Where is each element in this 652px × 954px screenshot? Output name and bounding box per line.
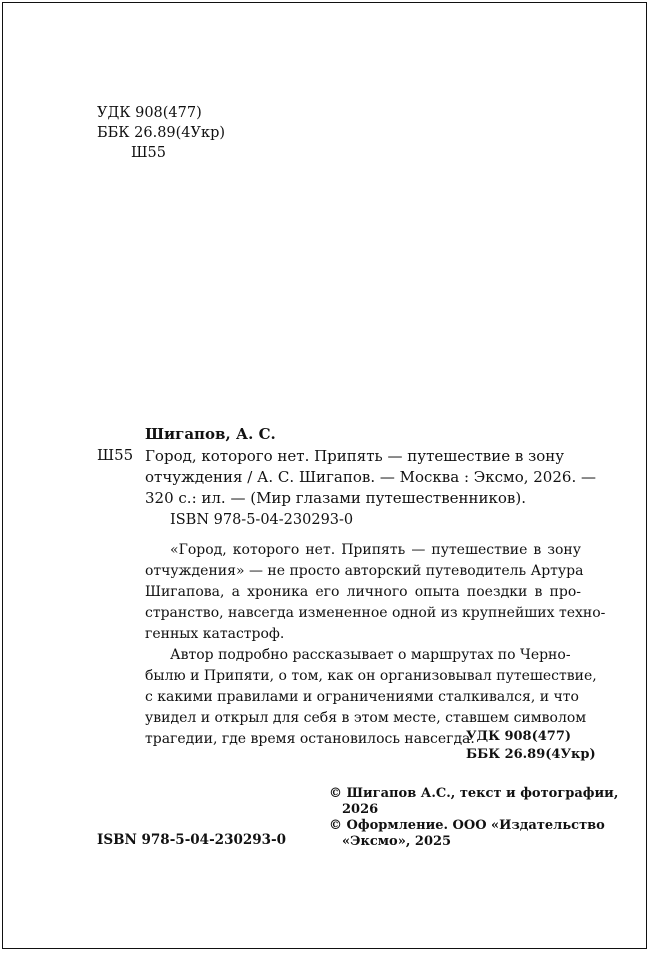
annotation-line: странство, навсегда измененное одной из крупнейших техно- — [145, 605, 606, 621]
udk-code: УДК 908(477) — [97, 105, 202, 121]
annotation-line: былю и Припяти, о том, как он организовывал путешествие, — [145, 668, 597, 684]
bib-line: 320 с.: ил. — (Мир глазами путешественников). — [145, 489, 526, 507]
record-author-mark: Ш55 — [97, 446, 134, 464]
footer-bbk: ББК 26.89(4Укр) — [466, 747, 596, 762]
annotation — [145, 540, 606, 750]
copyright-line: 2026 — [342, 802, 379, 817]
copyright-line: © Шигапов А.С., текст и фотографии, — [329, 786, 619, 801]
bib-line: Город, которого нет. Припять — путешествие в зону — [145, 447, 565, 465]
author-heading: Шигапов, А. С. — [145, 425, 276, 443]
footer-udk: УДК 908(477) — [466, 729, 572, 744]
copyright-block — [329, 786, 619, 850]
bbk-code: ББК 26.89(4Укр) — [97, 125, 226, 141]
author-mark: Ш55 — [131, 145, 166, 161]
bib-line: отчуждения / А. С. Шигапов. — Москва : Эксмо, 2026. — — [145, 468, 596, 486]
annotation-line: отчуждения» — не просто авторский путеводитель Артура — [145, 563, 584, 579]
copyright-line: «Эксмо», 2025 — [342, 834, 452, 849]
footer-codes — [466, 728, 596, 764]
footer-isbn: ISBN 978-5-04-230293-0 — [97, 832, 287, 848]
annotation-line: «Город, которого нет. Припять — путешествие в зону — [170, 542, 581, 558]
annotation-line: генных катастроф. — [145, 626, 285, 642]
record-isbn: ISBN 978-5-04-230293-0 — [170, 512, 354, 528]
copyright-line: © Оформление. ООО «Издательство — [329, 818, 605, 833]
bibliographic-description — [145, 446, 596, 509]
annotation-line: Шигапова, а хроника его личного опыта поездки в про- — [145, 584, 581, 600]
annotation-line: трагедии, где время остановилось навсегда. — [145, 731, 475, 747]
annotation-line: увидел и открыл для себя в этом месте, ставшем символом — [145, 710, 587, 726]
annotation-line: с какими правилами и ограничениями сталкивался, и что — [145, 689, 579, 705]
annotation-line: Автор подробно рассказывает о маршрутах по Черно- — [170, 647, 571, 663]
